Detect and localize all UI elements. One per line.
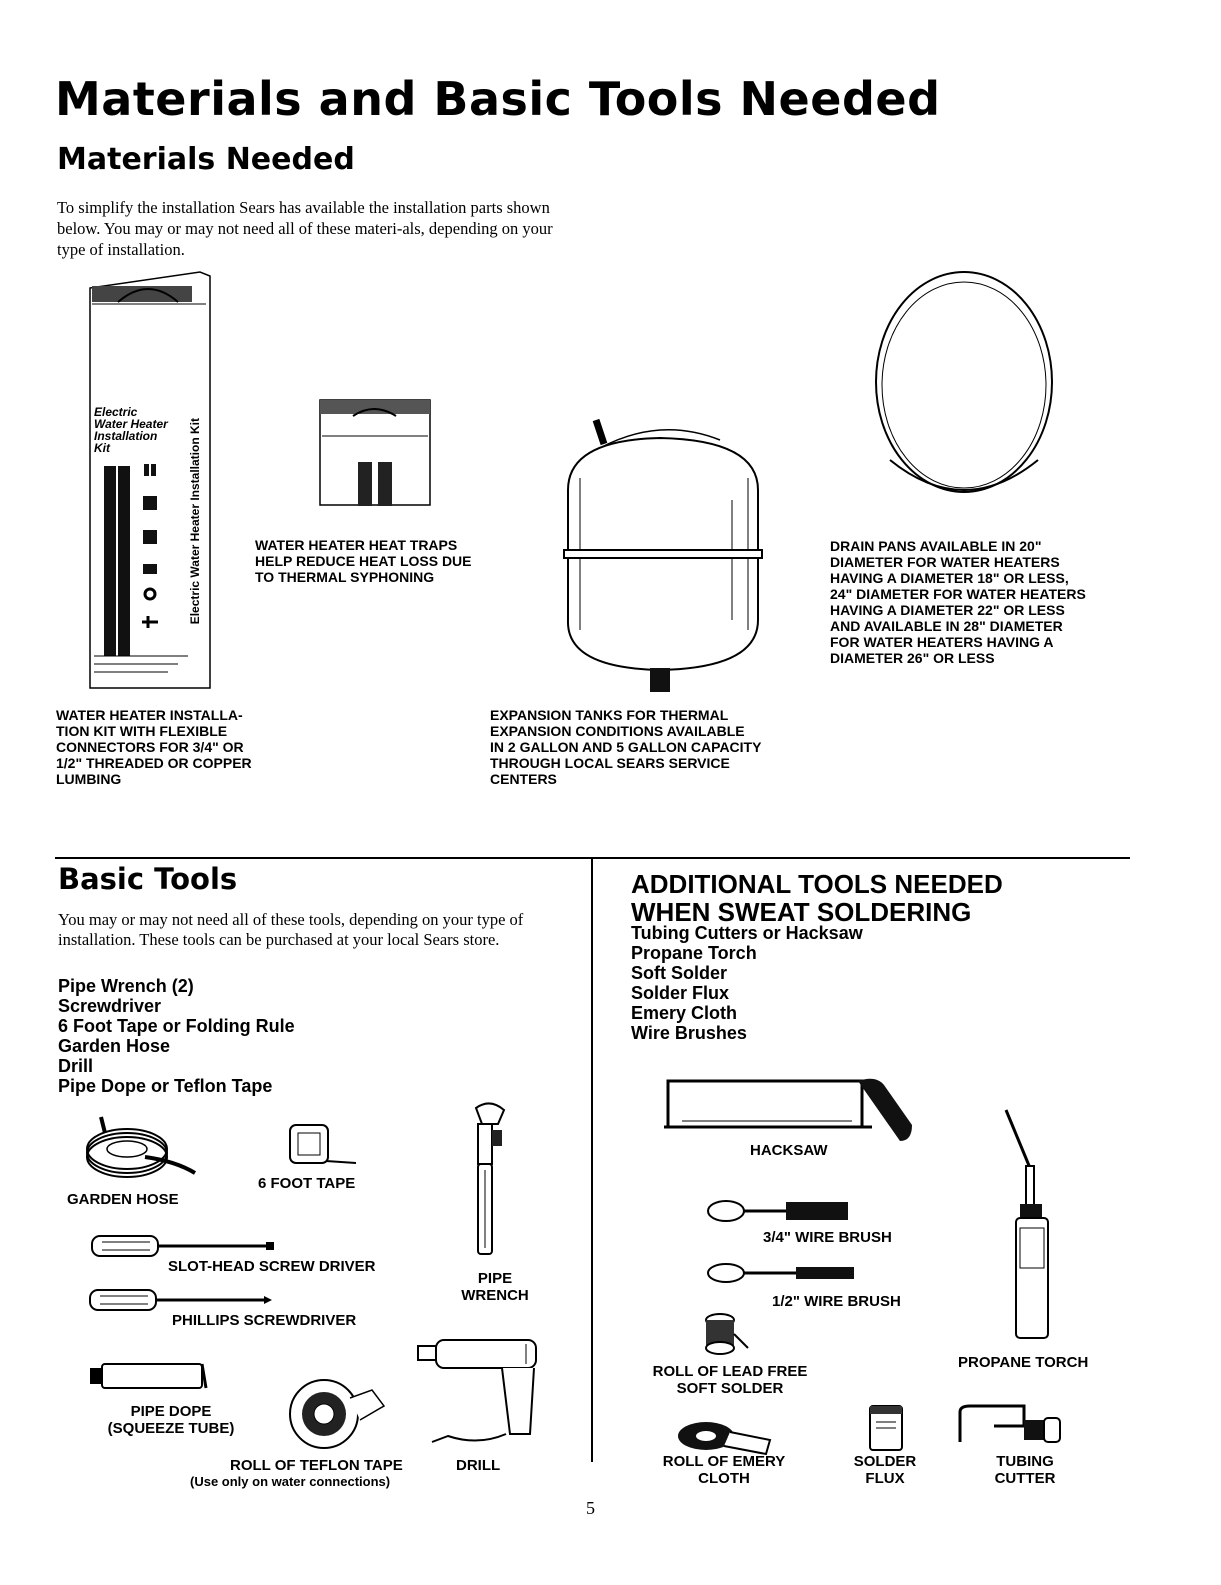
garden-hose-label: GARDEN HOSE bbox=[67, 1191, 179, 1208]
propane-torch-label: PROPANE TORCH bbox=[958, 1354, 1089, 1371]
drill-label: DRILL bbox=[456, 1457, 501, 1474]
list-item: Pipe Dope or Teflon Tape bbox=[58, 1076, 273, 1096]
heat-traps-illustration bbox=[318, 398, 434, 510]
pipe-dope-label: PIPE DOPE (SQUEEZE TUBE) bbox=[107, 1403, 235, 1437]
hacksaw-label: HACKSAW bbox=[750, 1142, 828, 1159]
tubing-cutter-icon bbox=[954, 1402, 1064, 1450]
phillips-screwdriver-icon bbox=[88, 1288, 274, 1312]
installation-kit-illustration bbox=[88, 268, 213, 693]
solder-flux-can-icon bbox=[866, 1404, 906, 1452]
pipe-wrench-label: PIPE WRENCH bbox=[461, 1270, 529, 1304]
basic-tools-heading: Basic Tools bbox=[58, 862, 238, 896]
tubing-cutter-label: TUBING CUTTER bbox=[994, 1453, 1056, 1487]
list-item: Solder Flux bbox=[631, 983, 730, 1003]
list-item: Soft Solder bbox=[631, 963, 728, 983]
list-item: Garden Hose bbox=[58, 1036, 171, 1056]
solder-flux-label: SOLDER FLUX bbox=[853, 1453, 917, 1487]
list-item: Tubing Cutters or Hacksaw bbox=[631, 923, 863, 943]
teflon-tape-roll-icon bbox=[288, 1376, 388, 1452]
list-item: Wire Brushes bbox=[631, 1023, 747, 1043]
list-item: Emery Cloth bbox=[631, 1003, 738, 1023]
phillips-screwdriver-label: PHILLIPS SCREWDRIVER bbox=[172, 1312, 357, 1329]
expansion-tanks-caption: EXPANSION TANKS FOR THERMAL EXPANSION CONDITIONS AVAILABLE IN 2 GALLON AND 5 GALLON CAPACITY THROUGH LOCAL SEARS SERVICE CENTERS bbox=[490, 707, 762, 787]
drill-icon bbox=[418, 1334, 544, 1450]
garden-hose-icon bbox=[85, 1113, 200, 1185]
emery-cloth-roll-icon bbox=[676, 1412, 772, 1456]
drain-pan-illustration bbox=[870, 270, 1062, 508]
pipe-dope-tube-icon bbox=[90, 1360, 210, 1392]
kit-side-text: Electric Water Heater Installation Kit bbox=[188, 418, 202, 625]
materials-heading: Materials Needed bbox=[57, 142, 355, 177]
page-title: Materials and Basic Tools Needed bbox=[55, 72, 941, 126]
expansion-tank-illustration bbox=[560, 410, 770, 695]
column-divider bbox=[591, 857, 593, 1462]
list-item: Propane Torch bbox=[631, 943, 757, 963]
drain-pans-caption: DRAIN PANS AVAILABLE IN 20" DIAMETER FOR WATER HEATERS HAVING A DIAMETER 18" OR LESS, 24" DIAMETER FOR WATER HEATERS HAVING A DIAMETER 22" OR LESS AND AVAILABLE IN 28" DIAMETER FOR WATER HEATERS HAVING A DIAMETER 26" OR LESS bbox=[830, 538, 1086, 666]
list-item: 6 Foot Tape or Folding Rule bbox=[58, 1016, 295, 1036]
slot-screwdriver-label: SLOT-HEAD SCREW DRIVER bbox=[168, 1258, 376, 1275]
pipe-wrench-icon bbox=[468, 1100, 512, 1260]
heat-traps-caption: WATER HEATER HEAT TRAPS HELP REDUCE HEAT LOSS DUE TO THERMAL SYPHONING bbox=[255, 537, 472, 585]
solder-roll-icon bbox=[698, 1308, 750, 1358]
wire-brush-34-label: 3/4" WIRE BRUSH bbox=[763, 1229, 892, 1246]
basic-tools-list bbox=[58, 976, 295, 1096]
teflon-tape-label: ROLL OF TEFLON TAPE bbox=[230, 1457, 403, 1474]
list-item: Drill bbox=[58, 1056, 94, 1076]
hacksaw-icon bbox=[662, 1075, 924, 1145]
teflon-tape-note: (Use only on water connections) bbox=[190, 1474, 391, 1489]
slot-screwdriver-icon bbox=[90, 1234, 276, 1258]
propane-torch-icon bbox=[1000, 1108, 1070, 1340]
materials-intro: To simplify the installation Sears has available the installation parts shown below. You may or may not need all of these materi-als, depending on your type of installation. bbox=[57, 198, 553, 259]
tape-measure-icon bbox=[288, 1123, 358, 1169]
kit-box-text: Electric Water Heater Installation Kit bbox=[94, 406, 168, 455]
list-item: Pipe Wrench (2) bbox=[58, 976, 194, 996]
additional-tools-heading: ADDITIONAL TOOLS NEEDED WHEN SWEAT SOLDERING bbox=[631, 869, 1003, 927]
emery-cloth-label: ROLL OF EMERY CLOTH bbox=[662, 1453, 786, 1487]
wire-brush-12-label: 1/2" WIRE BRUSH bbox=[772, 1293, 901, 1310]
page-number: 5 bbox=[586, 1498, 595, 1518]
wire-brush-34-icon bbox=[706, 1198, 856, 1224]
wire-brush-12-icon bbox=[706, 1262, 856, 1284]
install-kit-caption: WATER HEATER INSTALLA- TION KIT WITH FLEXIBLE CONNECTORS FOR 3/4" OR 1/2" THREADED OR COPPER LUMBING bbox=[56, 707, 252, 787]
additional-tools-list bbox=[631, 923, 863, 1043]
tape-label: 6 FOOT TAPE bbox=[258, 1175, 356, 1192]
solder-label: ROLL OF LEAD FREE SOFT SOLDER bbox=[652, 1363, 808, 1397]
basic-tools-intro: You may or may not need all of these tools, depending on your type of installation. These tools can be purchased at your local Sears store. bbox=[58, 910, 524, 949]
list-item: Screwdriver bbox=[58, 996, 162, 1016]
